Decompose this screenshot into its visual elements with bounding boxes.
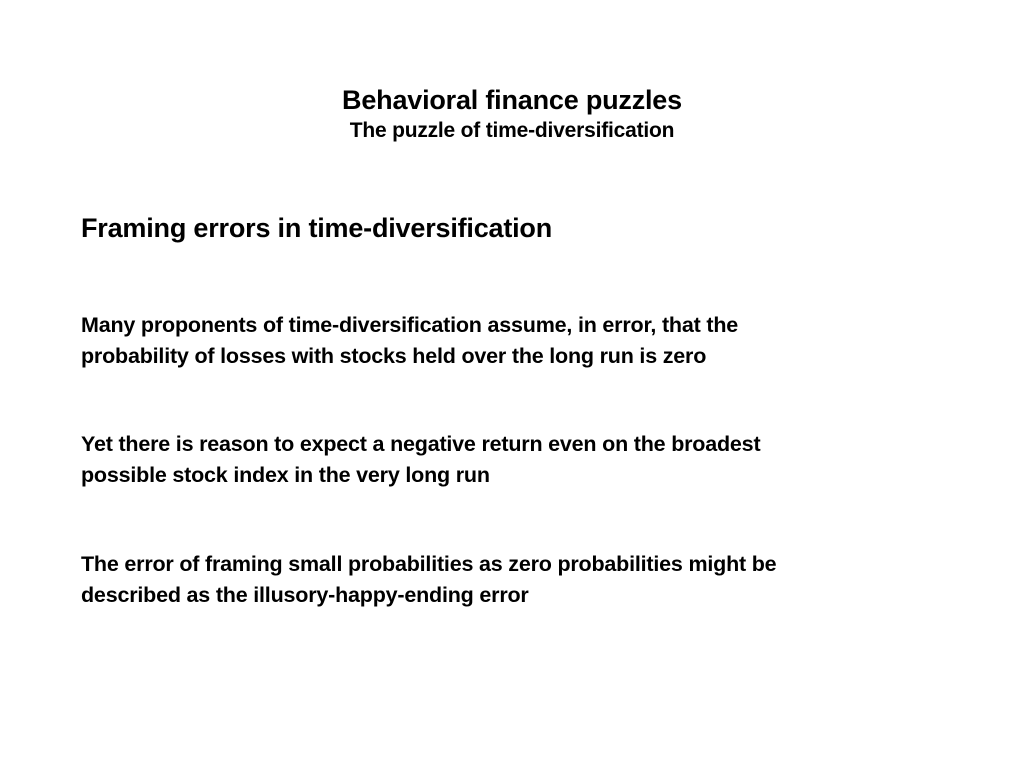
section-heading: Framing errors in time-diversification	[81, 213, 553, 243]
paragraph-1	[81, 310, 961, 372]
paragraph-2	[81, 429, 961, 491]
paragraph-1-line-2: probability of losses with stocks held over the long run is zero	[81, 344, 707, 368]
slide-title: Behavioral finance puzzles	[342, 85, 682, 115]
paragraph-3-line-1: The error of framing small probabilities as zero probabilities might be	[81, 552, 777, 576]
paragraph-3	[81, 549, 961, 611]
paragraph-1-line-1: Many proponents of time-diversification assume, in error, that the	[81, 313, 739, 337]
paragraph-2-line-2: possible stock index in the very long run	[81, 463, 490, 487]
title-block	[0, 82, 1024, 144]
slide-subtitle: The puzzle of time-diversification	[349, 119, 675, 142]
paragraph-2-line-1: Yet there is reason to expect a negative return even on the broadest	[81, 432, 761, 456]
paragraph-3-line-2: described as the illusory-happy-ending error	[81, 583, 529, 607]
